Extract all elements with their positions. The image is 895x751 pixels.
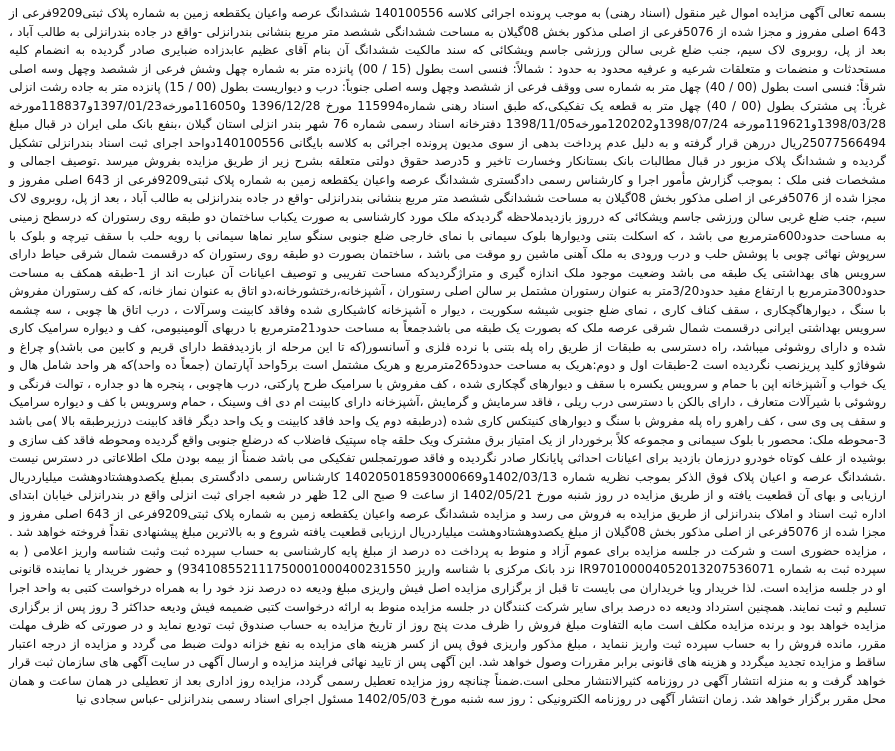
auction-notice-body: بسمه تعالی آگهی مزایده اموال غیر منقول (اسناد رهنی) به موجب پرونده اجرائی کلاسه 140100556 ششدانگ عرصه واعیان یکقطعه زمین به شماره پلاک ثبتی9209فرعی از 643 اصلی مفروز و مجزا شده از 5076فرعی از اصلی مذکور بخش 08گیلان به مساحت ششدانگی ششصد متر مربع بنشانی بندرانزلی -واقع در جاده بندرانزلی به طالب آباد ، بعد از پل، روبروی لاک سیم، جنب ضلع غربی سالن ورزشی جاسم ویشکائی که سند مالکیت ششدانگ آن بنام آقای عظیم عابدزاده ضبایری صادر گردیده به انضمام کلیه مستحدثات و منضمات و متعلقات شرعیه و عرفیه محدود به حدود : شمالاً: فنسی است بطول (15 / 00) پانزده متر به شماره چهل وشش فرعی از ششصد وچهل وسه اصلی شرقاً: فنسی است بطول (00 / 40) چهل متر به شماره سی ووقف فرعی از ششصد وچهل وسه اصلی جنوباً: درب و دیواریست بطول (00 / 15) پانزده متر به جاده رشت انزلی غرباً: پی مشترک بطول (00 / 40) چهل متر به قطعه یک تفکیکی،که طبق اسناد رهنی شماره115994 مورخ 1396/12/28 و116050مورخه1397/01/23و118837مورخه 1398/03/28و119621مورخه 1398/07/24و120202مورخه1398/11/05 دفترخانه اسناد رسمی شماره 76 شهر بندر انزلی استان گیلان ،بنفع بانک ملی ایران در قبال مبلغ 25077566494ریال دررهن قرار گرفته و به دلیل عدم پرداخت بدهی از سوی مدیون پرونده اجرائی به کلاسه بایگانی 140100556دواحد اجرای ثبت اسناد بندرانزلی تشکیل گردیده و ششدانگ پلاک مزبور در قبال مطالبات بانک بستانکار وخسارت تاخیر و 5درصد حقوق دولتی متعلقه بشرح زیر از طریق مزایده بفروش میرسد .توصیف اجمالی و مشخصات فنی ملک : بموجب گزارش مأمور اجرا و کارشناس رسمی دادگستری ششدانگ عرصه واعیان یکقطعه زمین به شماره پلاک ثبتی9209فرعی از 643 اصلی مفروز و مجزا شده از 5076فرعی از اصلی مذکور بخش 08گیلان به مساحت ششدانگی ششصد متر مربع بنشانی بندرانزلی -واقع در جاده بندرانزلی به طالب آباد ، بعد از پل، روبروی لاک سیم، جنب ضلع غربی سالن ورزشی جاسم ویشکائی که درروز بازدیدملاحظه گردیدکه ملک مورد کارشناسی به صورت یکباب ساختمان دو طبقه روی رستوران که درسطح زمینی به مساحت حدود600مترمربع می باشد ، که اسکلت بتنی ودیوارها بلوک سیمانی با نمای خارجی ضلع جنوبی سنگو سایر نماها سیمانی با رویه حلب با سقف تیرچه و بلوک با سرپوش نهائی چوبی با پوشش حلب و درب ورودی به ملک آهنی ماشین رو موقت می باشد ، ساختمان بصورت دو طبقه روی رستوران که درقسمت شمال شرقی حیاط دارای سرویس های بهداشتی یک طبقه می باشد وضعیت موجود ملک اندازه گیری و متراژگردیدکه مساحت تفریبی و توصیف اعیانات آن عبارت اند از 1-طبقه همکف به مساحت حدود300مترمربع با ارتفاع مفید حدود3/20متر به عنوان رستوران مشتمل بر سالن اصلی رستوران ، آشپزخانه،رختشورخانه،دو اتاق به عنوان نماز خانه، که کف رستوران مفروش با سنگ ، دیوارهاگچکاری ، سقف کناف کاری ، نمای ضلع جنوبی شیشه سکوریت ، دیوار ه آشپزخانه کاشیکاری شده وفاقد کابینت وسرآلات ، درب اتاق ها چوبی ، سه چشمه سرویس بهداشتی ایرانی درقسمت شمال شرقی عرصه ملک که بصورت یک طبقه می باشدجمعاً به مساحت حدود21مترمربع با دربهای آلومینیومی، کف و دیواره سرامیک کاری شده و دارای روشوئی میباشد، راه دسترسی به طبقات از طریق راه پله بتنی با نرده فلزی و آسانسور(که تا این مرحله از بازدیدفقط دارای قریم و کابین می باشد)و چراغ و شوفاژو کلید پریزنصب نگردیده است 2-طبقات اول و دوم:هریک به مساحت حدود265مترمربع و هریک مشتمل است بر5واحد آپارتمان (جمعاً ده واحد)که هر واحد شامل هال و یک خواب و آشپزخانه اپن با حمام و سرویس یکسره با سقف و دیوارهای گچکاری شده ، کف مفروش با سرامیک طرح پارکتی، درب هاچوبی ، پنجره ها دو جداره ، توالت فرنگی و روشوئی با شیرآلات متعارف ، دارای بالکن با دسترسی درب ریلی ، فاقد سرمایش و گرمایش ،آشپزخانه دارای کابینت ام دی اف وسینک ، حمام وسرویس با کف و دیواره سرامیک و سقف پی وی سی ، کف راهرو راه پله مفروش با سنگ و دیوارهای کنیتکس کاری شده (درطبقه دوم یک واحد فاقد کابینت و یک واحد دیگر فاقد کابینت درزیرطبقه بالا )می باشد 3-محوطه ملک: محصور با بلوک سیمانی و مجموعه کلاً برخوردار از یک امتیاز برق مشترک ویک حلقه چاه سپتیک فاضلاب که درضلع جنوبی واقع گردیده ومحوطه فاقد کف سازی و بوشیده از علف کوتاه خودرو درزمان بازدید برای اعیانات احداثی پایانکار صادر نگردیده و فاقد صورتمجلس تفکیکی می باشد ضمناً از بیمه بودن ملک اطلاعاتی در دسترس نیست .ششدانگ عرصه و اعیان پلاک فوق الذکر بموجب نظریه شماره 1402/03/13و140205018593000669 کارشناس رسمی دادگستری بمبلغ یکصدوهشتادوهشت میلیاردریال ارزیابی و بهای آن قطعیت یافته و از طریق مزایده در روز شنبه مورخ 1402/05/21 از ساعت 9 صبح الی 12 ظهر در شعبه اجرای ثبت انزلی واقع در بندرانزلی خیابان ابتدای اداره ثبت اسناد و املاک بندرانزلی از طریق مزایده به فروش می رسد و مزایده ششدانگ عرصه واعیان یکقطعه زمین به شماره پلاک ثبتی9209فرعی از 643 اصلی مفروز و مجزا شده از 5076فرعی از اصلی مذکور بخش 08گیلان از مبلغ یکصدوهشتادوهشت میلیاردریال ارزیابی قطعیت یافته شروع و به بالاترین مبلغ پیشنهادی نقداً فروخته خواهد شد . ، مزایده حضوری است و شرکت در جلسه مزایده برای عموم آزاد و منوط به پرداخت ده درصد از مبلغ پایه کارشناسی به حساب سپرده ثبت وثبت شناسه واریز اعلامی ( به سپرده ثبت به شماره IR970100004052013207536071 نزد بانک مرکزی با شناسه واریز 934108552111750001000400231550) و حضور خریدار یا نماینده قانونی او در جلسه مزایده است. لذا خریدار ویا خریداران می بایست تا قبل از برگزاری مزایده اصل فیش واریزی مبلغ ودیعه ده درصد نزد خود را به همراه درخواست کتبی به واحد اجرا تسلیم و ثبت نمایند. همچنین استرداد ودیعه ده درصد برای سایر شرکت کنندگان در جلسه مزایده منوط به ارائه درخواست کتبی ضمیمه فیش ودیعه حداکثر 3 روز پس از برگزاری مزایده خواهد بود و برنده مزایده مکلف است مابه التفاوت مبلغ فروش را ظرف مدت پنج روز از تاریخ مزایده به حساب صندوق ثبت توديع نمايد و در صورتی که ظرف مهلت مقرر، مانده فروش را به حساب سپرده ثبت واریز ننماید ، مبلغ مذکور واریزی فوق پس از کسر هزینه های مزایده به نفع خزانه دولت ضبط می گردد و مزایده از درجه اعتبار ساقط و مزایده تجدید میگردد و هزینه های قانونی برابر مقررات وصول خواهد شد. این آگهی پس از تایید نهائی فرایند مزایده و ارسال آگهی در سایت آگهی های سازمان ثبت قرار خواهد گرفت و به منزله انتشار آگهی در روزنامه کثیرالانتشار محلی است.ضمناً چنانچه روز مزایده تعطیل رسمی گردد، مزایده روز اداری بعد از تعطیلی در همان ساعت و همان محل مقرر برگزار خواهد شد. زمان انتشار آگهی در روزنامه الکترونیکی : روز سه شنبه مورخ 1402/05/03 مسئول اجرای اسناد رسمی بندرانزلی -عباس سجادی نیا bbox=[9, 6, 887, 707]
